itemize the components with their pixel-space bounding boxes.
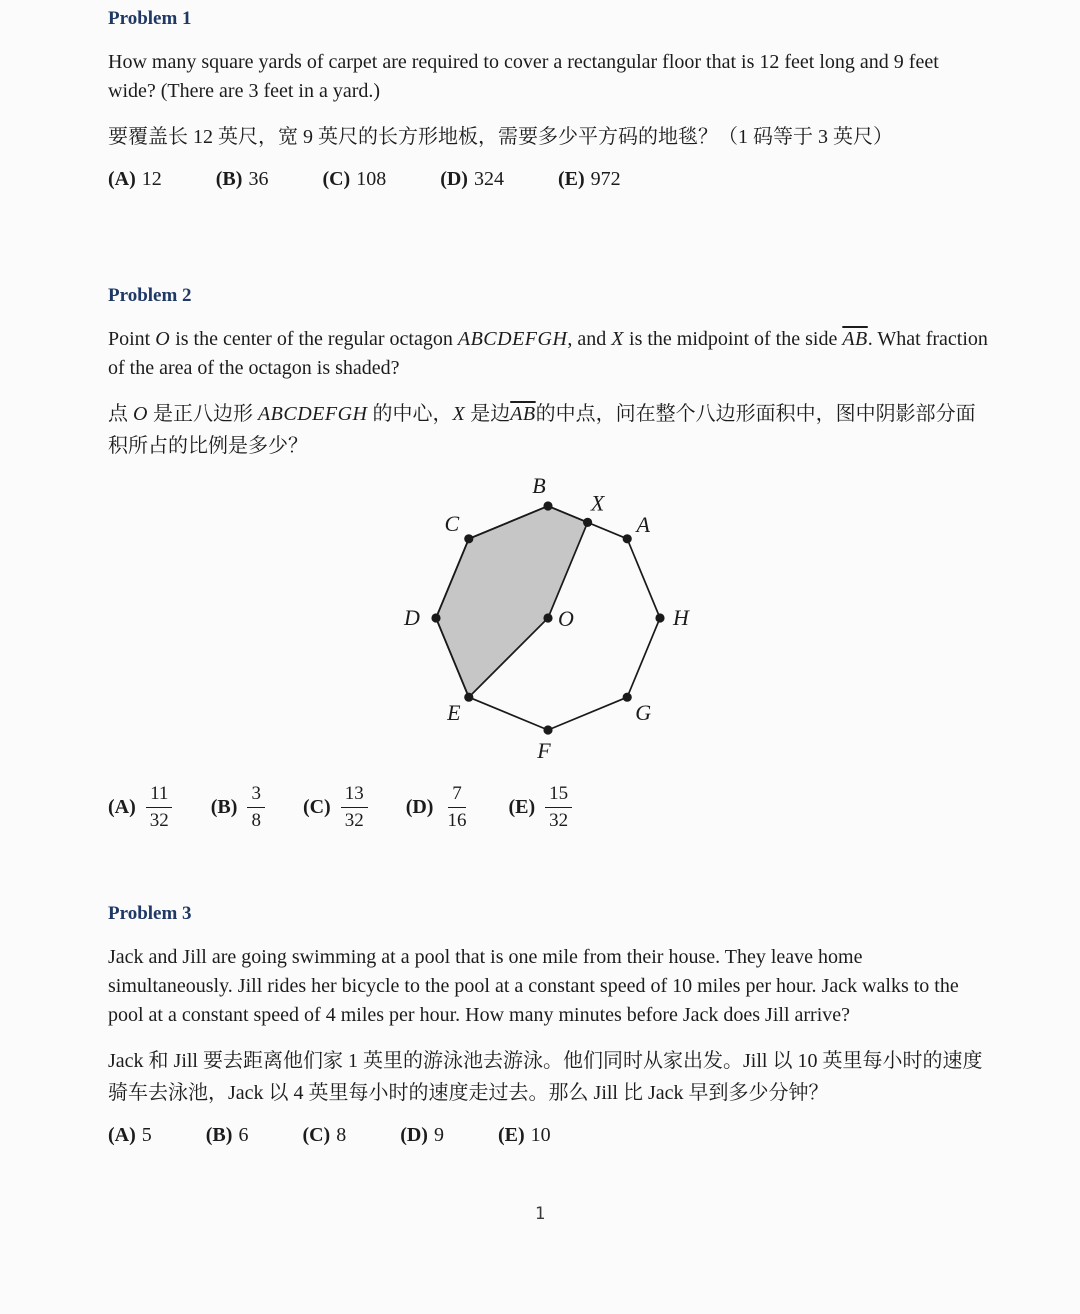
answer-option-e: (E) 972 — [557, 168, 621, 190]
vertex-dot-H — [655, 613, 664, 622]
fraction: $\frac{3}{8}$ — [247, 782, 265, 833]
vertex-label-D: D — [404, 605, 420, 630]
vertex-dot-B — [543, 501, 552, 510]
problem-3-chinese: Jack 和 Jill 要去距离他们家 1 英里的游泳池去游泳。他们同时从家出发。Jill 以 10 英里每小时的速度骑车去泳池，Jack 以 4 英里每小时的速度走过去。那么 Jill 比 Jack 早到多少分钟？ — [108, 1049, 983, 1104]
fraction: $\frac{15}{32}$ — [545, 782, 572, 833]
problem-2-section — [108, 285, 988, 833]
problem-1-options — [108, 168, 988, 191]
problem-1-english: How many square yards of carpet are required to cover a rectangular floor that is 12 feet long and 9 feet wide? (There are 3 feet in a yard.) — [108, 51, 939, 102]
answer-option-e: (E) 10 — [497, 1123, 551, 1146]
vertex-dot-X — [583, 518, 592, 527]
vertex-dot-D — [431, 613, 440, 622]
problem-3-options — [108, 1124, 988, 1147]
problem-3-english: Jack and Jill are going swimming at a pool that is one mile from their house. They leave home simultaneously. Jill rides her bicycle to the pool at a constant speed of 10 miles per hour. Jack walks to the pool at a constant speed of 4 miles per hour. How many minutes before Jack does Jill arrive? — [108, 945, 959, 1026]
octagon-svg — [387, 477, 709, 769]
answer-option-b: (B) 36 — [215, 168, 269, 190]
vertex-label-B: B — [532, 477, 546, 498]
vertex-label-H: H — [673, 605, 689, 630]
answer-option-c: (C) 8 — [302, 1123, 347, 1146]
vertex-dot-E — [464, 693, 473, 702]
vertex-dot-F — [543, 725, 552, 734]
fraction: $\frac{7}{16}$ — [447, 783, 467, 831]
problem-2-options — [108, 782, 988, 833]
page-number: 1 — [534, 1204, 546, 1224]
vertex-label-E: E — [447, 700, 461, 726]
problem-3-section — [108, 903, 988, 1147]
vertex-label-G: G — [635, 700, 652, 726]
answer-option-a: (A) 12 — [108, 168, 162, 190]
problem-1-section — [108, 8, 988, 191]
vertex-label-O: O — [558, 606, 574, 631]
vertex-label-C: C — [444, 510, 460, 536]
vertex-label-X: X — [590, 490, 605, 516]
problem-1-chinese: 要覆盖长 12 英尺，宽 9 英尺的长方形地板，需要多少平方码的地毯？（1 码等于 3 英尺） — [108, 126, 893, 148]
answer-option-b: (B) 6 — [205, 1123, 249, 1146]
vertex-dot-G — [623, 693, 632, 702]
problem-1-title: Problem 1 — [108, 8, 192, 29]
octagon-figure — [108, 477, 988, 774]
vertex-dot-C — [464, 534, 473, 543]
answer-option-a: (A) $\frac{11}{32}$ — [108, 782, 173, 833]
vertex-dot-O — [543, 613, 552, 622]
answer-option-d: (D) $\frac{7}{16}$ — [406, 782, 471, 833]
answer-option-b: (B) $\frac{3}{8}$ — [211, 782, 265, 833]
problem-3-title: Problem 3 — [108, 902, 192, 924]
fraction: $\frac{11}{32}$ — [146, 782, 173, 833]
vertex-label-A: A — [636, 511, 650, 537]
problem-2-title: Problem 2 — [108, 285, 192, 306]
vertex-dot-A — [623, 534, 632, 543]
vertex-label-F: F — [537, 738, 551, 763]
answer-option-c: (C) 108 — [322, 168, 387, 190]
answer-option-c: (C) $\frac{13}{32}$ — [303, 782, 368, 833]
fraction: $\frac{13}{32}$ — [341, 782, 368, 833]
answer-option-a: (A) 5 — [108, 1123, 152, 1146]
answer-option-d: (D) 324 — [440, 168, 504, 190]
problem-2-english: Point O is the center of the regular octagon ABCDEFGH, and X is the midpoint of the side $\overline{AB}$. What fraction of the area of the octagon is shaded? — [108, 328, 988, 379]
answer-option-e: (E) $\frac{15}{32}$ — [508, 782, 572, 833]
answer-option-d: (D) 9 — [400, 1123, 444, 1146]
problem-2-chinese: 点 O 是正八边形 ABCDEFGH 的中心，X 是边$\overline{AB}$的中点，问在整个八边形面积中，图中阴影部分面积所占的比例是多少？ — [108, 403, 976, 457]
